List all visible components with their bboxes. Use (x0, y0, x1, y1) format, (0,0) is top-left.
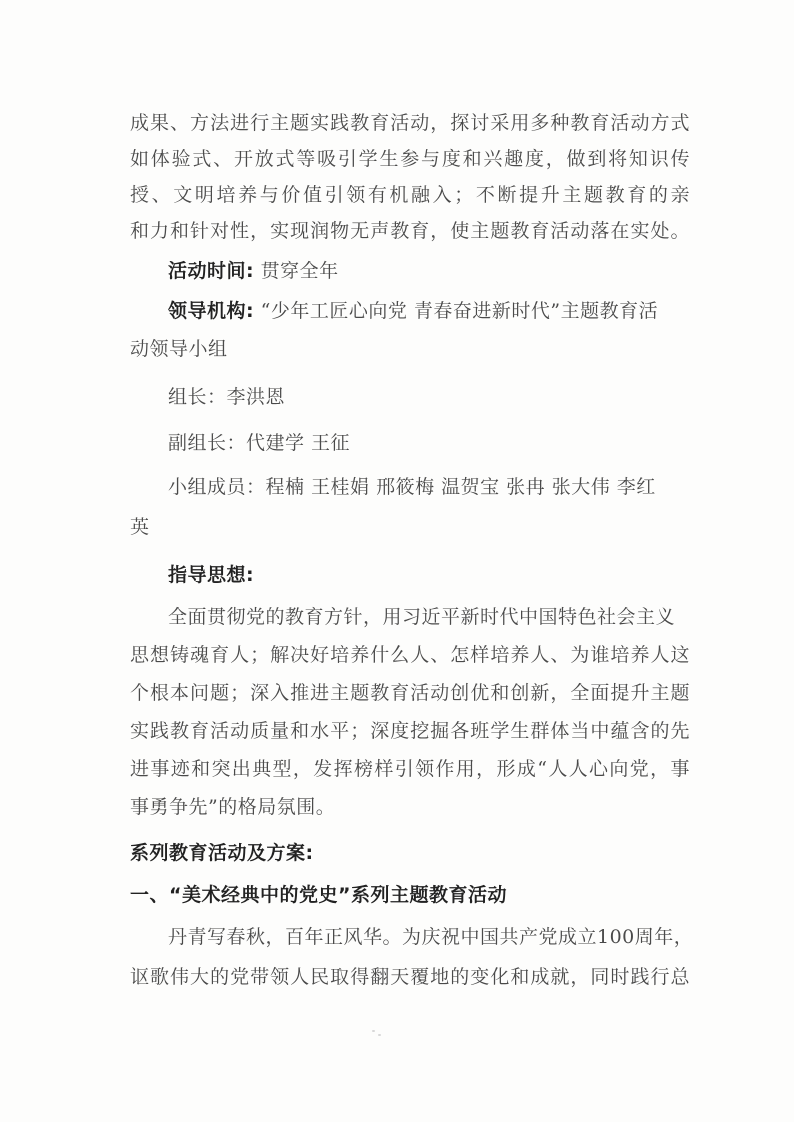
deputy-leader-value: 代建学 王征 (246, 432, 351, 454)
guiding-thought-line-5: 进事迹和突出典型，发挥榜样引领作用，形成“人人心向党，事 (130, 758, 690, 780)
leader-row (168, 382, 285, 412)
activity-time-value: 贯穿全年 (260, 260, 339, 282)
intro-line-3: 授、文明培养与价值引领有机融入；不断提升主题教育的亲 (130, 184, 690, 206)
leadership-row (168, 296, 658, 326)
guiding-thought-line-2: 思想铸魂育人；解决好培养什么人、怎样培养人、为谁培养人这 (130, 644, 690, 666)
guiding-thought-line-1: 全面贯彻党的教育方针，用习近平新时代中国特色社会主义 (168, 606, 676, 628)
leader-value: 李洪恩 (226, 386, 286, 408)
guiding-thought-line-3: 个根本问题；深入推进主题教育活动创优和创新，全面提升主题 (130, 682, 690, 704)
guiding-thought-heading: 指导思想: (168, 564, 255, 586)
members-value-line2: 英 (130, 516, 150, 538)
intro-line-1: 成果、方法进行主题实践教育活动，探讨采用多种教育活动方式 (130, 112, 690, 134)
activity-time-row (168, 256, 339, 286)
deputy-leader-label: 副组长： (168, 432, 247, 454)
intro-line-4: 和力和针对性，实现润物无声教育，使主题教育活动落在实处。 (130, 220, 690, 242)
scan-speck (372, 1030, 375, 1032)
series-heading: 系列教育活动及方案: (130, 842, 314, 864)
guiding-thought-line-6: 事勇争先”的格局氛围。 (130, 796, 336, 818)
leadership-value-line1: “少年工匠心向党 青春奋进新时代”主题教育活 (260, 300, 659, 322)
leader-label: 组长： (168, 386, 227, 408)
members-label: 小组成员： (168, 476, 266, 498)
section1-line-1: 丹青写春秋，百年正风华。为庆祝中国共产党成立100周年， (168, 926, 694, 948)
members-row (168, 472, 656, 502)
deputy-leader-row (168, 428, 350, 458)
activity-time-label: 活动时间: (168, 260, 255, 282)
scan-speck (378, 1034, 381, 1036)
leadership-value-line2: 动领导小组 (130, 338, 228, 360)
leadership-label: 领导机构: (168, 300, 255, 322)
intro-line-2: 如体验式、开放式等吸引学生参与度和兴趣度，做到将知识传 (130, 148, 690, 170)
guiding-thought-line-4: 实践教育活动质量和水平；深度挖掘各班学生群体当中蕴含的先 (130, 720, 690, 742)
section1-title: 一、“美术经典中的党史”系列主题教育活动 (130, 884, 507, 906)
section1-line-2: 讴歌伟大的党带领人民取得翻天覆地的变化和成就，同时践行总 (130, 966, 690, 988)
members-value-line1: 程楠 王桂娟 邢筱梅 温贺宝 张冉 张大伟 李红 (265, 476, 656, 498)
